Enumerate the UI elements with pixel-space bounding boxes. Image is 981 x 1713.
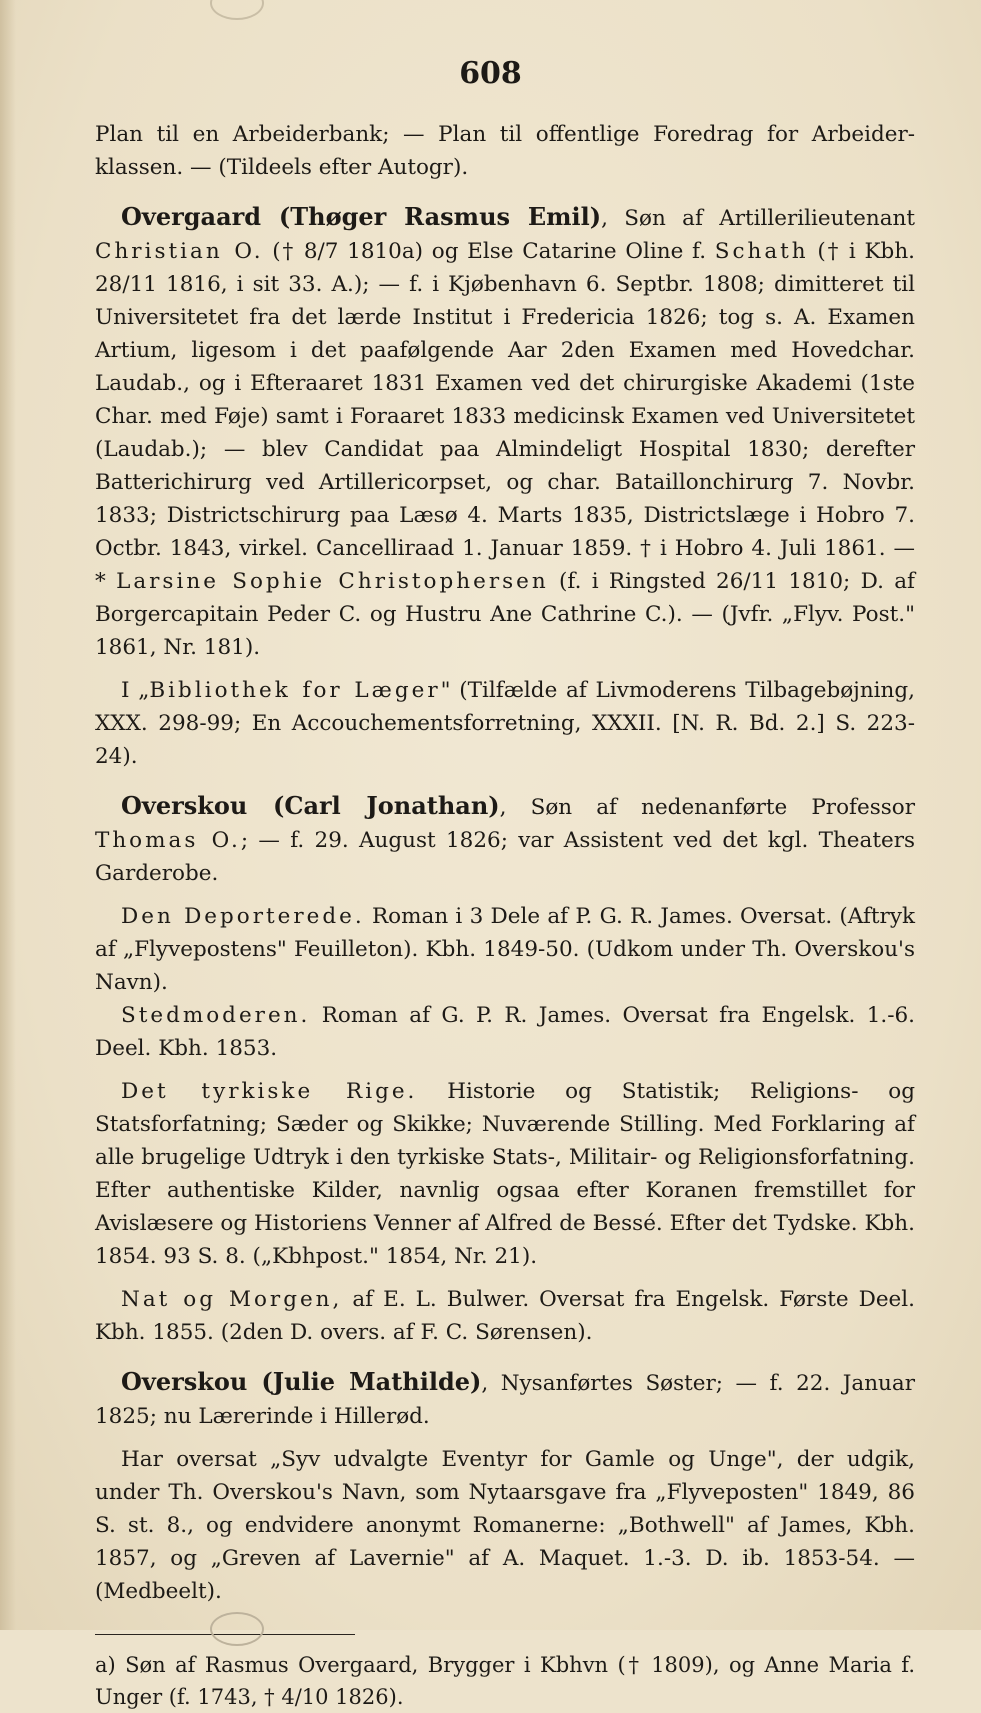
- entry-overskou-carl-text-1: , Søn af nedenanførte Professor: [499, 795, 915, 820]
- entry-overskou-carl-father: Thomas O.: [95, 828, 241, 853]
- entry-overskou-julie-works: Har oversat „Syv udvalgte Eventyr for Gamle og Unge", der udgik, under Th. Overskou's Navn, som Nytaarsgave fra „Flyveposten" 1849, 86 S. st. 8., og endvidere anonymt Romanerne: „Bothwell" af James, Kbh. 1857, og „Greven af Lavernie" af A. Maquet. 1.-3. D. ib. 1853-54. — (Medbeelt).: [95, 1447, 915, 1604]
- entry-overgaard-text-2: († 8/7 1810a) og Else Catarine Oline f.: [263, 239, 715, 264]
- entry-overskou-julie: [95, 1365, 915, 1433]
- entry-overgaard: [95, 200, 915, 664]
- work-stedmoderen: [95, 999, 915, 1065]
- entry-overgaard-father: Christian O.: [95, 239, 264, 264]
- work-details: Roman af G. P. R. James. Oversat fra Engelsk. 1.-6. Deel. Kbh. 1853.: [95, 1003, 915, 1061]
- work-details: af E. L. Bulwer. Oversat fra Engelsk. Første Deel. Kbh. 1855. (2den D. overs. af F. C. Sørensen).: [95, 1287, 915, 1345]
- intro-line-2: klassen. — (Tildeels efter Autogr).: [95, 155, 469, 180]
- work-details: " (Tilfælde af Livmoderens Tilbagebøjning, XXX. 298-99; En Accouchementsforretning, XXXII. [N. R. Bd. 2.] S. 223-24).: [95, 678, 915, 769]
- intro-paragraph: [95, 118, 915, 184]
- entry-overskou-carl-name: Overskou (Carl Jonathan): [121, 791, 500, 820]
- entry-overgaard-mother-surname: Schath: [714, 239, 809, 264]
- work-nat-og-morgen: [95, 1283, 915, 1349]
- footnote: [95, 1649, 915, 1713]
- work-details: Roman i 3 Dele af P. G. R. James. Oversat. (Aftryk af „Flyvepostens" Feuilleton). Kbh. 1849-50. (Udkom under Th. Overskou's Navn).: [95, 904, 916, 995]
- entry-overgaard-text-3: († i Kbh. 28/11 1816, i sit 33. A.); — f. i Kjøbenhavn 6. Septbr. 1808; dimitteret til Universitetet fra det lærde Institut i Fredericia 1826; tog s. A. Examen Artium, ligesom i det paafølgende Aar 2den Examen med Hovedchar. Laudab., og i Efteraaret 1831 Examen ved det chirurgiske Akademi (1ste Char. med Føje) samt i Foraaret 1833 medicinsk Examen ved Universitetet (Laudab.); — blev Candidat paa Almindeligt Hospital 1830; derefter Batterichirurg ved Artillericorpset, og char. Bataillonchirurg 7. Novbr. 1833; Districtschirurg paa Læsø 4. Marts 1835, Districtslæge i Hobro 7. Octbr. 1843, virkel. Cancelliraad 1. Januar 1859. † i Hobro 4. Juli 1861. — *: [95, 239, 916, 594]
- work-det-tyrkiske-rige: [95, 1075, 915, 1273]
- page-content: [95, 118, 915, 1713]
- entry-overgaard-wife: Larsine Sophie Christophersen: [116, 569, 549, 594]
- paper-mark-bottom: [210, 1612, 264, 1646]
- entry-overgaard-name: Overgaard (Thøger Rasmus Emil): [121, 202, 602, 231]
- work-den-deporterede: [95, 900, 915, 999]
- entry-overgaard-text-1: , Søn af Artillerilieutenant: [601, 206, 915, 231]
- work-title: Den Deporterede.: [121, 904, 365, 929]
- entry-overgaard-text-4: (f. i Ringsted 26/11 1810; D. af Borgercapitain Peder C. og Hustru Ane Cathrine C.). — (Jvfr. „Flyv. Post." 1861, Nr. 181).: [95, 569, 915, 660]
- page-number: 608: [459, 56, 522, 91]
- page-edge-shadow: [0, 0, 16, 1630]
- work-title: Bibliothek for Læger: [149, 678, 441, 703]
- work-prefix: I „: [121, 678, 150, 703]
- intro-line-1: Plan til en Arbeiderbank; — Plan til offentlige Foredrag for Arbeider-: [95, 122, 915, 147]
- entry-overskou-carl-text-2: ; — f. 29. August 1826; var Assistent ved det kgl. Theaters Garderobe.: [95, 828, 916, 886]
- entry-overskou-julie-name: Overskou (Julie Mathilde): [121, 1367, 482, 1396]
- footnote-text: a) Søn af Rasmus Overgaard, Brygger i Kbhvn († 1809), og Anne Maria f. Unger (f. 1743, † 4/10 1826).: [95, 1653, 915, 1709]
- entry-overskou-carl: [95, 789, 915, 890]
- work-title: Nat og Morgen,: [121, 1287, 343, 1312]
- paper-mark-top: [210, 0, 264, 20]
- entry-overskou-julie-text-1: , Nysanførtes Søster; — f. 22. Januar 1825; nu Lærerinde i Hillerød.: [95, 1371, 916, 1429]
- work-title: Stedmoderen.: [121, 1003, 311, 1028]
- work-title: Det tyrkiske Rige.: [121, 1079, 418, 1104]
- work-details: Historie og Statistik; Religions- og Statsforfatning; Sæder og Skikke; Nuværende Stilling. Med Forklaring af alle brugelige Udtryk i den tyrkiske Stats-, Militair- og Religionsforfatning. Efter authentiske Kilder, navnlig ogsaa efter Koranen fremstillet for Avislæsere og Historiens Venner af Alfred de Bessé. Efter det Tydske. Kbh. 1854. 93 S. 8. („Kbhpost." 1854, Nr. 21).: [95, 1079, 915, 1269]
- entry-overgaard-work: [95, 674, 915, 773]
